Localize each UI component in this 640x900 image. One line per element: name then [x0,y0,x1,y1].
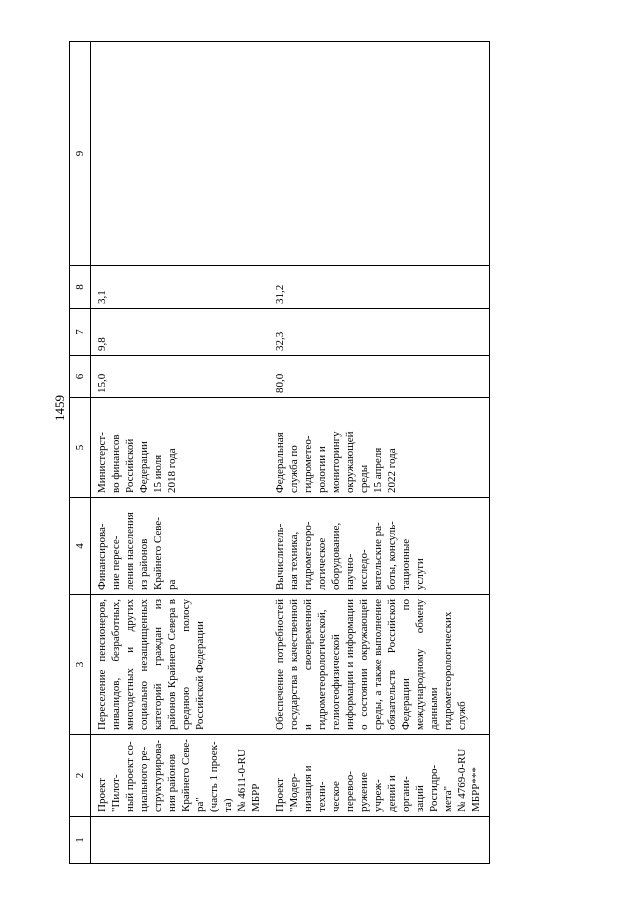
project-scope-cell: Вычислитель- ная техника, гидрометеоро- логическое оборудование, научно- исследо- вательские ра- боты, консуль- тационные услуги [269,498,490,595]
column-number: 1 [70,817,91,864]
row-number-cell [269,817,490,864]
empty-cell [91,42,270,266]
column-number: 5 [70,398,91,498]
column-number: 6 [70,356,91,398]
amount-cell: 80,0 [269,356,490,398]
project-goal-cell: Переселение пенсионеров, инвалидов, безработных, многодетных и других социально незащищенных категорий граждан из районов Крайнего Севера в среднюю полосу Российской Федерации [91,595,270,735]
table-row [269,42,490,864]
column-number: 7 [70,309,91,356]
project-name-cell: Проект "Пилот- ный проект со- циального ре- структурирова- ния районов Крайнего Севе- ра" (часть 1 проек- та) № 4611-0-RU МБРР [91,735,270,817]
data-table [69,41,490,864]
empty-cell [269,42,490,266]
amount-cell: 15,0 [91,356,270,398]
project-scope-cell: Финансирова- ние пересе- ления населения из районов Крайнего Севе- ра [91,498,270,595]
column-number: 8 [70,266,91,309]
amount-cell: 9,8 [91,309,270,356]
column-number-row [70,42,91,864]
column-number: 4 [70,498,91,595]
executor-date-cell: Министерст- во финансов Российской Федерации 15 июля 2018 года [91,398,270,498]
table-row [91,42,270,864]
row-number-cell [91,817,270,864]
project-goal-cell: Обеспечение потребностей государства в качественной и своевременной гидрометеорологической, гелиогеофизической информации и информации о состоянии окружающей среды, а также выполнение обязательств Российской Федерации по международному обмену данными гидрометеорологических служб [269,595,490,735]
amount-cell: 31,2 [269,266,490,309]
amount-cell: 3,1 [91,266,270,309]
page-number: 1459 [52,395,67,421]
column-number: 2 [70,735,91,817]
amount-cell: 32,3 [269,309,490,356]
project-name-cell: Проект "Модер- низация и техни- ческое перевоо- ружение учреж- дений и органи- заций Росгидро- мета" № 4769-0-RU МБРР*** [269,735,490,817]
column-number: 9 [70,42,91,266]
column-number: 3 [70,595,91,735]
executor-date-cell: Федеральная служба по гидрометео- рологии и мониторингу окружающей среды 15 апреля 2022 года [269,398,490,498]
